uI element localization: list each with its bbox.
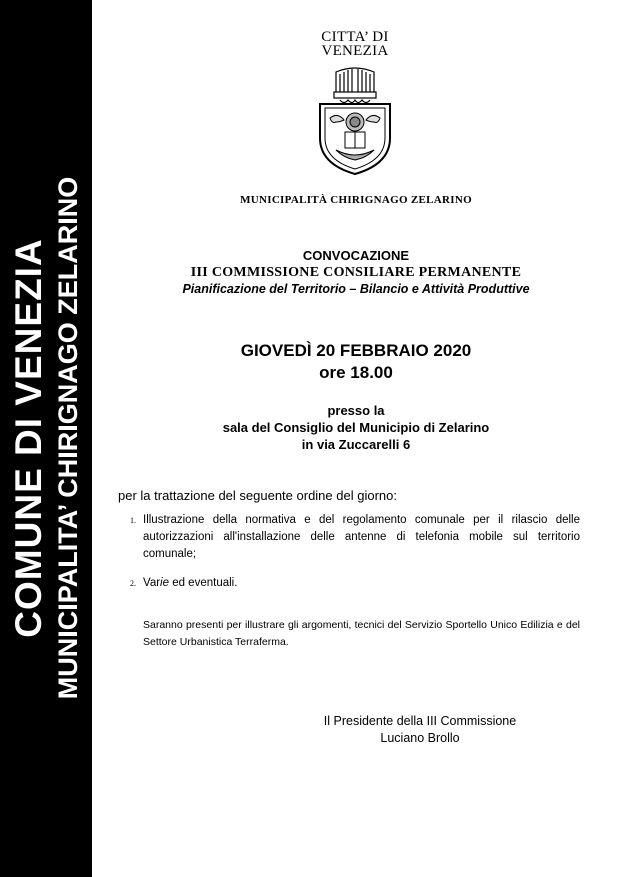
side-title-comune: COMUNE DI VENEZIA bbox=[8, 238, 49, 638]
coat-of-arms-icon bbox=[314, 60, 396, 178]
agenda-text-italic: ie bbox=[160, 577, 169, 589]
signature-role: Il Presidente della III Commissione bbox=[323, 714, 517, 728]
meeting-day: GIOVEDÌ 20 FEBBRAIO 2020 bbox=[240, 341, 472, 360]
agenda-number: 2. bbox=[130, 579, 136, 588]
meeting-date bbox=[92, 340, 620, 384]
signature-name: Luciano Brollo bbox=[380, 731, 460, 745]
signature-block bbox=[260, 713, 580, 747]
agenda-list bbox=[130, 512, 580, 604]
commissione-title: III COMMISSIONE CONSILIARE PERMANENTE bbox=[190, 265, 522, 280]
side-text bbox=[0, 0, 92, 877]
place-sala: sala del Consiglio del Municipio di Zelarino bbox=[222, 420, 490, 435]
side-band bbox=[0, 0, 92, 877]
convocation-heading bbox=[92, 248, 620, 297]
agenda-text: Illustrazione della normativa e del regolamento comunale per il rilascio delle autorizzazioni all'installazione delle antenne di telefonia mobile sul territorio comunale; bbox=[143, 514, 580, 560]
side-title-municipalita: MUNICIPALITA’ CHIRIGNAGO ZELARINO bbox=[53, 176, 83, 700]
convocazione-title: CONVOCAZIONE bbox=[302, 248, 410, 263]
place-address: in via Zuccarelli 6 bbox=[301, 437, 411, 452]
presence-note: Saranno presenti per illustrare gli argomenti, tecnici del Servizio Sportello Unico Edilizia e del Settore Urbanistica Terraferma. bbox=[143, 619, 580, 648]
agenda-number: 1. bbox=[130, 516, 136, 525]
meeting-time: ore 18.00 bbox=[319, 363, 393, 382]
meeting-place bbox=[92, 402, 620, 453]
commissione-subtitle: Pianificazione del Territorio – Bilancio e Attività Produttive bbox=[182, 282, 530, 296]
agenda-text-suffix: ed eventuali. bbox=[169, 577, 238, 589]
agenda-intro: per la trattazione del seguente ordine del giorno: bbox=[118, 488, 397, 503]
municipalita-heading: MUNICIPALITÀ CHIRIGNAGO ZELARINO bbox=[240, 194, 472, 206]
logo-title: CITTA’ DI VENEZIA bbox=[321, 29, 389, 59]
agenda-text bbox=[143, 575, 237, 592]
city-logo bbox=[300, 30, 410, 178]
list-item bbox=[130, 575, 580, 592]
agenda-text-prefix: Var bbox=[143, 577, 161, 589]
place-presso: presso la bbox=[327, 403, 385, 418]
list-item bbox=[130, 512, 580, 563]
